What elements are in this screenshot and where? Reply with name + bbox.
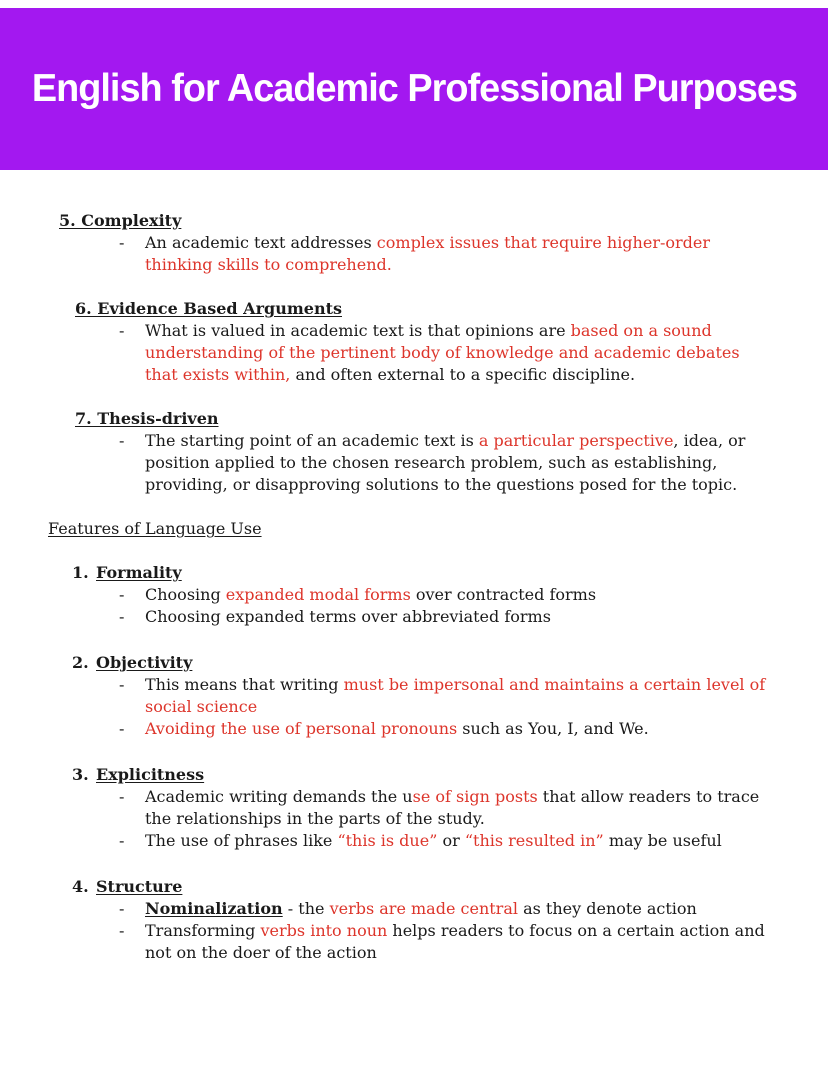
text-content [145,606,770,628]
heading-complexity [59,210,770,232]
text-run: “this resulted in” [464,831,604,850]
text-run: Structure [96,877,183,896]
heading-thesis-driven [75,408,770,430]
bullet-evidence-1 [119,320,770,386]
text-run: An academic text addresses [145,233,377,252]
text-run: may be useful [603,831,722,850]
text-content [145,830,770,852]
bullet-dash-icon: - [119,675,125,694]
text-run: Choosing [145,585,226,604]
text-content [145,232,770,276]
bullet-dash-icon: - [119,321,125,340]
text-run: as they denote action [517,899,697,918]
spacer [0,496,770,518]
title-banner [0,8,828,170]
text-content [96,876,770,898]
text-run: Objectivity [96,653,193,672]
text-content [145,786,770,830]
text-content [145,898,770,920]
text-run: must be impersonal and maintains a certain level of social science [145,675,766,716]
text-run: The use of phrases like [145,831,338,850]
list-number: 1. [72,563,89,582]
bullet-dash-icon: - [119,585,125,604]
bullet-explicitness-2 [119,830,770,852]
bullet-dash-icon: - [119,233,125,252]
bullet-structure-1 [119,898,770,920]
text-run: Academic writing demands the u [145,787,413,806]
bullet-dash-icon: - [119,719,125,738]
bullet-structure-2 [119,920,770,964]
text-run: or [437,831,465,850]
text-run: Choosing expanded terms over abbreviated forms [145,607,551,626]
page-title: English for Academic Professional Purposes [31,67,797,110]
text-run: Avoiding the use of personal pronouns [145,719,458,738]
text-content [145,920,770,964]
heading-explicitness [72,764,770,786]
bullet-explicitness-1 [119,786,770,830]
bullet-objectivity-1 [119,674,770,718]
bullet-dash-icon: - [119,899,125,918]
bullet-formality-1 [119,584,770,606]
text-content [145,320,770,386]
text-content [59,210,770,232]
spacer [0,386,770,408]
text-run: that allow readers to trace the relationships in the parts of the study. [145,787,760,828]
text-content [48,518,770,540]
list-number: 3. [72,765,89,784]
text-run: Explicitness [96,765,205,784]
spacer [0,540,770,562]
text-run: The starting point of an academic text is [145,431,479,450]
text-run: Features of Language Use [48,519,262,538]
list-number: 4. [72,877,89,896]
bullet-complexity-1 [119,232,770,276]
heading-structure [72,876,770,898]
list-number: 2. [72,653,89,672]
text-run: , idea, or position applied to the chosen research problem, such as establishing, providing, or disapproving solutions to the questions posed for the topic. [145,431,746,494]
text-run: helps readers to focus on a certain action and not on the doer of the action [145,921,765,962]
text-run: over contracted forms [410,585,597,604]
text-run: and often external to a specific discipline. [290,365,636,384]
text-run: 5. Complexity [59,211,182,230]
text-content [145,430,770,496]
text-content [145,584,770,606]
bullet-dash-icon: - [119,787,125,806]
bullet-dash-icon: - [119,831,125,850]
text-run: Transforming [145,921,261,940]
text-run: verbs into noun [260,921,388,940]
bullet-dash-icon: - [119,431,125,450]
spacer [0,852,770,876]
text-run: a particular perspective [478,431,674,450]
text-run: “this is due” [337,831,438,850]
text-run: expanded modal forms [225,585,411,604]
heading-objectivity [72,652,770,674]
text-run: based on a sound understanding of the pertinent body of knowledge and academic debates that exists within, [145,321,740,384]
bullet-formality-2 [119,606,770,628]
spacer [0,628,770,652]
heading-evidence-based-arguments [75,298,770,320]
text-run: Nominalization [145,899,283,918]
bullet-dash-icon: - [119,607,125,626]
text-run: such as You, I, and We. [457,719,649,738]
text-content [145,674,770,718]
text-content [96,562,770,584]
text-run: complex issues that require higher-order thinking skills to comprehend. [145,233,711,274]
spacer [0,740,770,764]
text-run: verbs are made central [329,899,518,918]
bullet-thesis-1 [119,430,770,496]
text-content [145,718,770,740]
subtitle-features-of-language-use [48,518,770,540]
text-content [96,652,770,674]
text-run: What is valued in academic text is that opinions are [145,321,571,340]
text-run: 6. Evidence Based Arguments [75,299,342,318]
text-content [75,298,770,320]
page [0,8,828,1079]
text-run: - the [282,899,330,918]
document-body [0,170,828,964]
text-content [75,408,770,430]
text-run: se of sign posts [412,787,538,806]
text-run: Formality [96,563,182,582]
bullet-dash-icon: - [119,921,125,940]
text-run: This means that writing [145,675,344,694]
spacer [0,276,770,298]
bullet-objectivity-2 [119,718,770,740]
heading-formality [72,562,770,584]
text-content [96,764,770,786]
text-run: 7. Thesis-driven [75,409,219,428]
